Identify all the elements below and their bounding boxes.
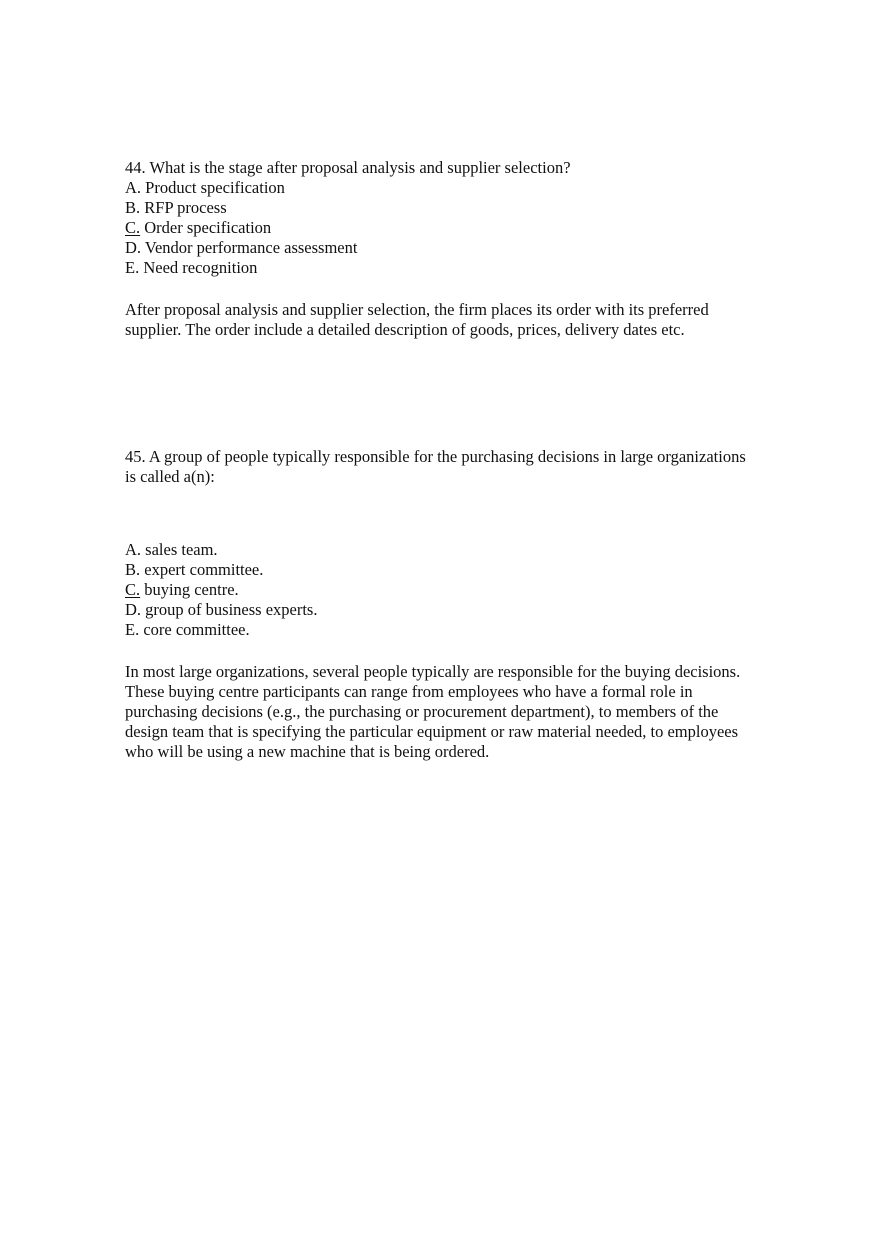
option-text: Order specification [144,218,272,237]
option-text: RFP process [144,198,227,217]
option-letter: B. [125,560,141,579]
explanation-45 [125,662,785,762]
option-letter: E. [125,620,140,639]
option-letter: A. [125,540,142,559]
explanation-line: supplier. The order include a detailed description of goods, prices, delivery dates etc. [125,320,685,339]
question-stem: 44. What is the stage after proposal analysis and supplier selection? [125,158,571,177]
option-text: group of business experts. [145,600,318,619]
option-d [125,600,785,620]
option-text: buying centre. [144,580,239,599]
option-text: Product specification [145,178,285,197]
explanation-44 [125,300,785,340]
option-letter: E. [125,258,140,277]
option-letter: B. [125,198,141,217]
explanation-line: In most large organizations, several people typically are responsible for the buying decisions. [125,662,741,681]
option-text: Vendor performance assessment [144,238,358,257]
option-c-correct [125,580,785,600]
question-44 [125,158,785,278]
explanation-line: design team that is specifying the particular equipment or raw material needed, to employees [125,722,739,741]
correct-option-letter: C. [125,218,141,237]
option-e [125,620,785,640]
option-letter: D. [125,600,142,619]
option-d [125,238,785,258]
option-e [125,258,785,278]
correct-option-letter: C. [125,580,141,599]
option-text: expert committee. [144,560,264,579]
explanation-line: purchasing decisions (e.g., the purchasing or procurement department), to members of the [125,702,719,721]
option-c-correct [125,218,785,238]
option-text: Need recognition [143,258,258,277]
option-letter: A. [125,178,142,197]
option-text: sales team. [145,540,218,559]
question-stem-line: is called a(n): [125,467,215,486]
option-text: core committee. [143,620,250,639]
option-a [125,540,785,560]
question-stem-line: 45. A group of people typically responsible for the purchasing decisions in large organizations [125,447,746,466]
option-b [125,198,785,218]
question-45 [125,447,785,487]
explanation-line: After proposal analysis and supplier selection, the firm places its order with its preferred [125,300,709,319]
options-45 [125,540,785,640]
option-letter: D. [125,238,142,257]
option-a [125,178,785,198]
option-b [125,560,785,580]
explanation-line: These buying centre participants can range from employees who have a formal role in [125,682,693,701]
explanation-line: who will be using a new machine that is being ordered. [125,742,490,761]
